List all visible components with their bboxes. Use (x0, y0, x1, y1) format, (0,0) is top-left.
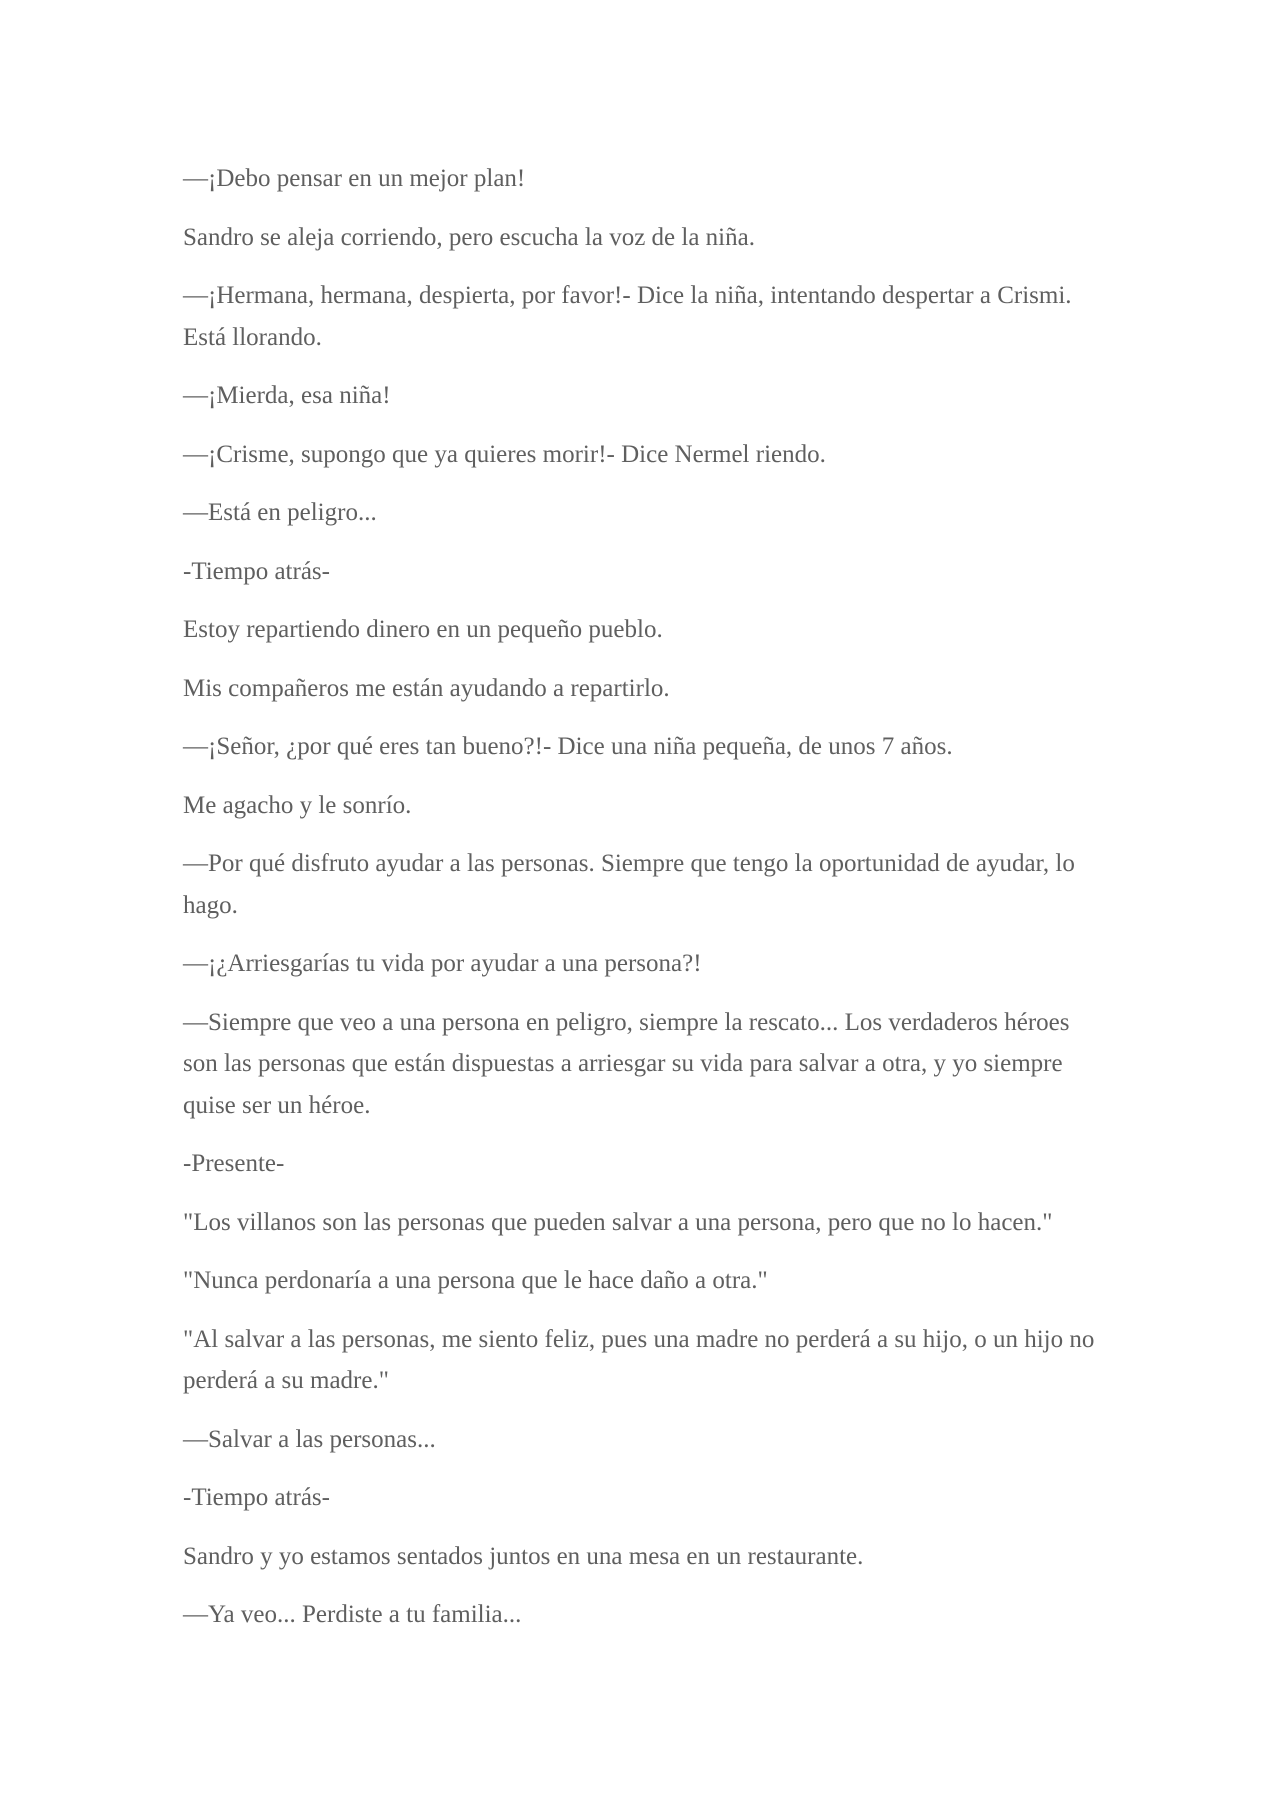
paragraph: —Siempre que veo a una persona en peligro, siempre la rescato... Los verdaderos héroes son las personas que están dispuestas a arriesgar su vida para salvar a otra, y yo siempre quise ser un héroe. (183, 1008, 1070, 1119)
quote-paragraph: "Al salvar a las personas, me siento feliz, pues una madre no perderá a su hijo, o un hijo no perderá a su madre." (183, 1325, 1095, 1394)
paragraph: —Por qué disfruto ayudar a las personas. Siempre que tengo la oportunidad de ayudar, lo hago. (183, 850, 1075, 919)
paragraph: Me agacho y le sonrío. (183, 791, 412, 819)
paragraph: Sandro y yo estamos sentados juntos en una mesa en un restaurante. (183, 1542, 864, 1570)
paragraph: —¡Mierda, esa niña! (183, 382, 391, 409)
paragraph: —¡Hermana, hermana, despierta, por favor!- Dice la niña, intentando despertar a Crismi. Está llorando. (183, 282, 1072, 351)
paragraph: —Está en peligro... (183, 499, 377, 526)
paragraph: —Ya veo... Perdiste a tu familia... (183, 1601, 522, 1628)
paragraph: —¡Crisme, supongo que ya quieres morir!- Dice Nermel riendo. (183, 440, 826, 468)
scene-marker: -Tiempo atrás- (183, 557, 330, 585)
paragraph: —¡Señor, ¿por qué eres tan bueno?!- Dice una niña pequeña, de unos 7 años. (183, 733, 953, 760)
page-body (183, 158, 1103, 1653)
paragraph: Sandro se aleja corriendo, pero escucha la voz de la niña. (183, 223, 755, 251)
quote-paragraph: "Los villanos son las personas que pueden salvar a una persona, pero que no lo hacen." (183, 1208, 1053, 1236)
scene-marker: -Tiempo atrás- (183, 1484, 330, 1511)
paragraph: Mis compañeros me están ayudando a repartirlo. (183, 674, 670, 702)
paragraph: Estoy repartiendo dinero en un pequeño pueblo. (183, 616, 663, 643)
paragraph: —¡Debo pensar en un mejor plan! (183, 165, 526, 192)
paragraph: —Salvar a las personas... (183, 1425, 436, 1453)
paragraph: —¡¿Arriesgarías tu vida por ayudar a una persona?! (183, 950, 702, 977)
scene-marker: -Presente- (183, 1150, 285, 1177)
quote-paragraph: "Nunca perdonaría a una persona que le hace daño a otra." (183, 1267, 768, 1294)
